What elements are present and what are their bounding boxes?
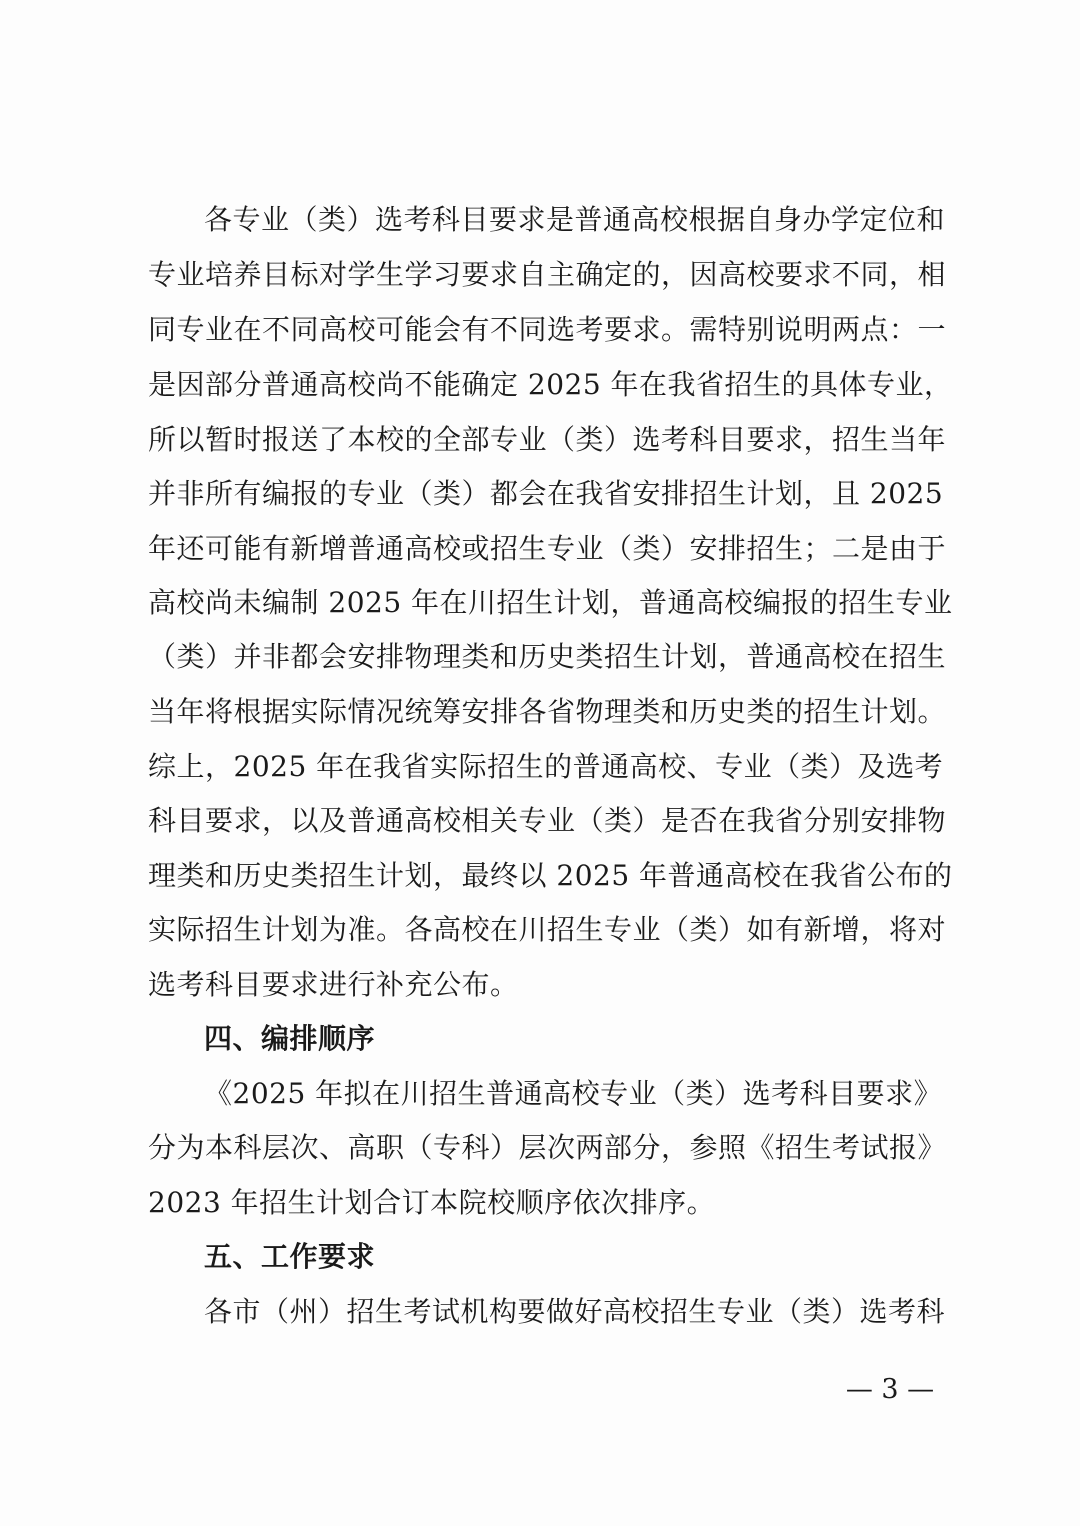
page-number: — 3 — (845, 1374, 935, 1405)
paragraph-line: 2023 年招生计划合订本院校顺序依次排序。 (148, 1186, 716, 1219)
paragraph-line: 是因部分普通高校尚不能确定 2025 年在我省招生的具体专业， (148, 368, 953, 401)
paragraph-line: 专业培养目标对学生学习要求自主确定的，因高校要求不同，相 (148, 258, 947, 291)
paragraph-line: 并非所有编报的专业（类）都会在我省安排招生计划，且 2025 (148, 477, 944, 510)
paragraph-line: 科目要求，以及普通高校相关专业（类）是否在我省分别安排物 (148, 804, 947, 837)
paragraph-line: （类）并非都会安排物理类和历史类招生计划，普通高校在招生 (148, 640, 947, 673)
paragraph-line: 分为本科层次、高职（专科）层次两部分，参照《招生考试报》 (148, 1131, 947, 1164)
section-heading: 五、工作要求 (204, 1240, 376, 1273)
paragraph-line: 《2025 年拟在川招生普通高校专业（类）选考科目要求》 (204, 1077, 943, 1110)
section-heading: 四、编排顺序 (204, 1022, 376, 1055)
paragraph-line: 综上，2025 年在我省实际招生的普通高校、专业（类）及选考 (148, 750, 944, 783)
paragraph-line: 各专业（类）选考科目要求是普通高校根据自身办学定位和 (204, 203, 946, 236)
paragraph-line: 年还可能有新增普通高校或招生专业（类）安排招生；二是由于 (148, 532, 947, 565)
paragraph-line: 选考科目要求进行补充公布。 (148, 968, 519, 1001)
paragraph-line: 实际招生计划为准。各高校在川招生专业（类）如有新增，将对 (148, 913, 947, 946)
paragraph-line: 同专业在不同高校可能会有不同选考要求。需特别说明两点：一 (148, 313, 947, 346)
paragraph-line: 高校尚未编制 2025 年在川招生计划，普通高校编报的招生专业 (148, 586, 953, 619)
paragraph-line: 各市（州）招生考试机构要做好高校招生专业（类）选考科 (204, 1295, 946, 1328)
paragraph-line: 当年将根据实际情况统筹安排各省物理类和历史类的招生计划。 (148, 695, 947, 728)
paragraph-line: 理类和历史类招生计划，最终以 2025 年普通高校在我省公布的 (148, 859, 953, 892)
paragraph-line: 所以暂时报送了本校的全部专业（类）选考科目要求，招生当年 (148, 423, 947, 456)
